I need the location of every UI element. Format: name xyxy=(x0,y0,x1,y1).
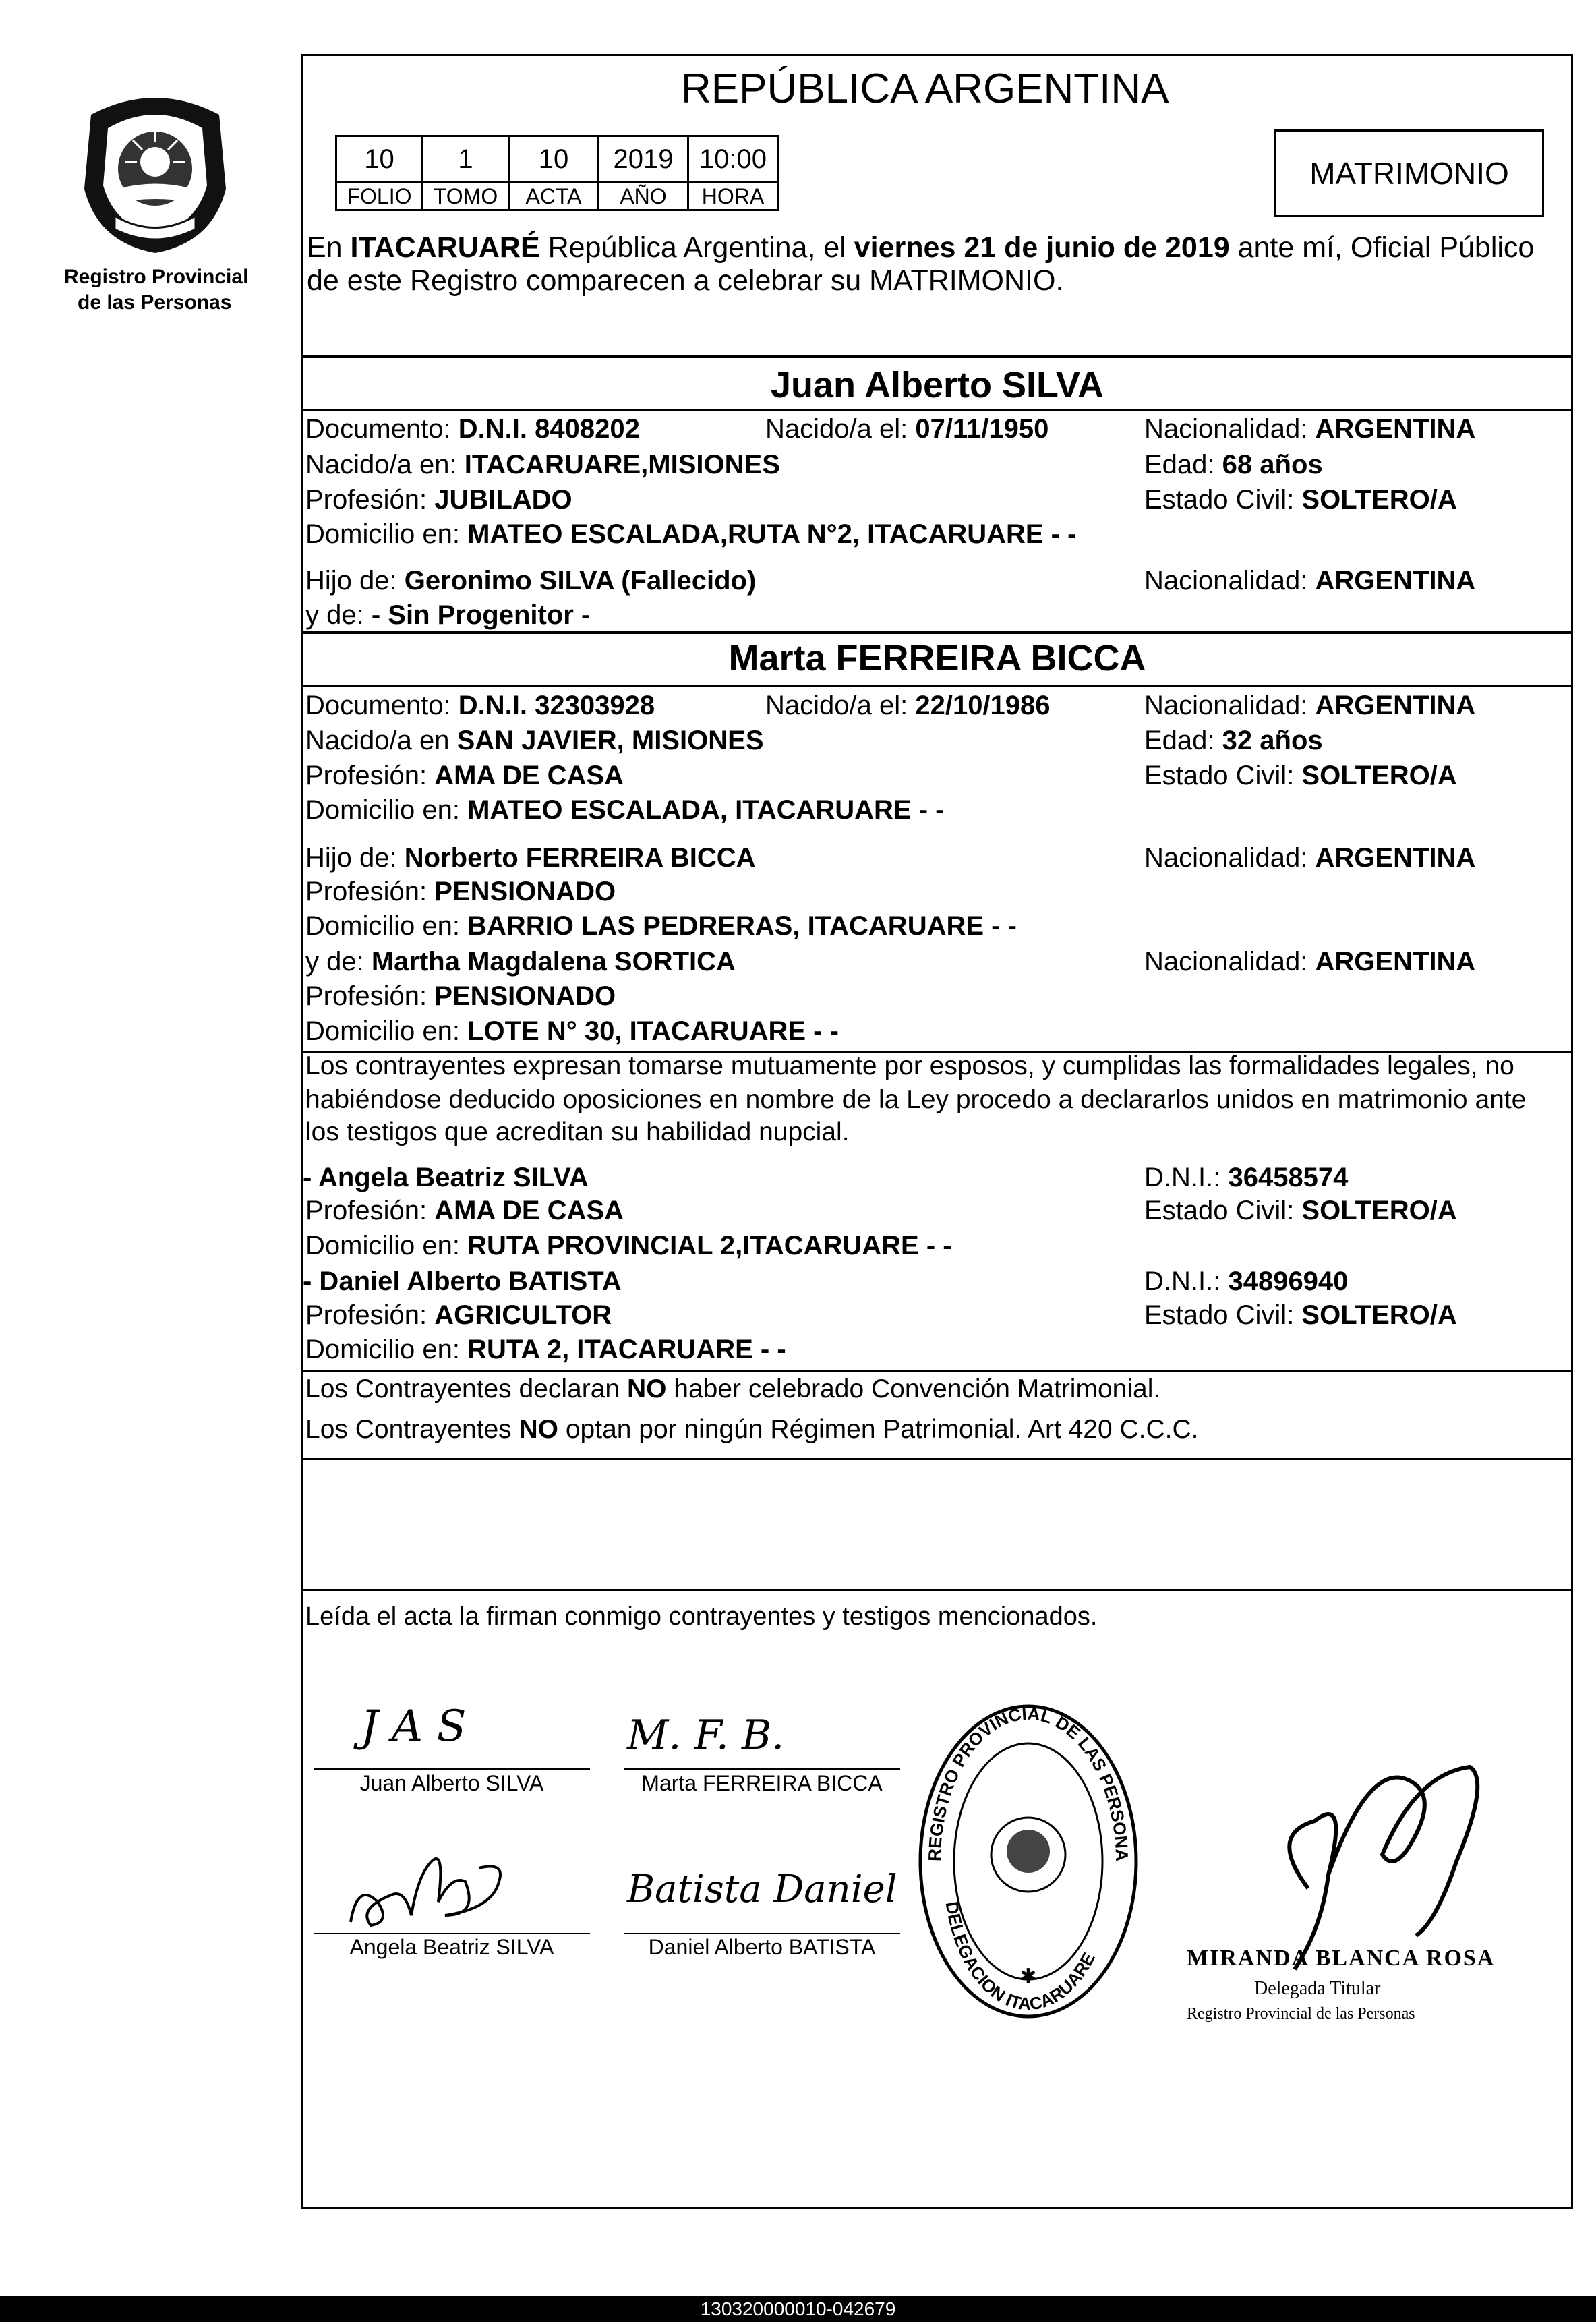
field-label: Estado Civil: xyxy=(1144,485,1302,515)
groom-born xyxy=(765,413,1048,445)
groom-father xyxy=(305,564,756,597)
logo-caption-line2: de las Personas xyxy=(78,291,232,314)
field-label: Profesión: xyxy=(305,1300,435,1330)
groom-doc-value: D.N.I. 8408202 xyxy=(458,414,640,444)
witness1-address-value: RUTA PROVINCIAL 2,ITACARUARE - - xyxy=(467,1231,952,1260)
groom-age xyxy=(1144,448,1323,481)
divider xyxy=(301,1589,1573,1591)
act-type-box xyxy=(1274,129,1544,217)
intro-line-1 xyxy=(307,231,1534,264)
field-label: Nacionalidad: xyxy=(1144,414,1316,444)
bride-father-prof-value: PENSIONADO xyxy=(434,877,616,906)
bride-father-nationality xyxy=(1144,842,1475,874)
field-label: Domicilio en: xyxy=(305,795,468,825)
bride-signature: M. F. B. xyxy=(627,1712,785,1759)
witness1-civil-value: SOLTERO/A xyxy=(1301,1196,1457,1225)
divider xyxy=(301,1370,1573,1372)
groom-father-value: Geronimo SILVA (Fallecido) xyxy=(404,566,757,596)
witness2-signature-label: Daniel Alberto BATISTA xyxy=(648,1935,876,1959)
bride-father-profession xyxy=(305,875,616,908)
groom-address xyxy=(305,518,1076,550)
bride-mother xyxy=(305,946,736,978)
groom-signature: J A S xyxy=(361,1702,467,1751)
bride-doc-value: D.N.I. 32303928 xyxy=(458,691,655,720)
groom-doc xyxy=(305,413,640,445)
intro-place: ITACARUARÉ xyxy=(350,231,540,264)
divider xyxy=(301,631,1573,634)
witness2-civil-value: SOLTERO/A xyxy=(1301,1300,1457,1330)
bride-mother-prof-value: PENSIONADO xyxy=(434,981,616,1011)
witness1-dni-value: 36458574 xyxy=(1228,1163,1349,1192)
field-label: Nacionalidad: xyxy=(1144,566,1316,596)
bride-father-address-value: BARRIO LAS PEDRERAS, ITACARUARE - - xyxy=(467,911,1017,941)
signature-line xyxy=(624,1933,900,1934)
bride-born xyxy=(765,689,1051,722)
officer-organization: Registro Provincial de las Personas xyxy=(1187,2005,1415,2023)
footer-bar xyxy=(0,2296,1596,2322)
witness1-civil-status xyxy=(1144,1194,1457,1227)
bride-father-address xyxy=(305,910,1017,942)
intro-text-b: República Argentina, el xyxy=(539,231,854,264)
bride-age-value: 32 años xyxy=(1222,726,1323,755)
bride-born-value: 22/10/1986 xyxy=(915,691,1051,720)
witness2-profession xyxy=(305,1299,612,1331)
acta-label: ACTA xyxy=(509,183,599,210)
groom-address-value: MATEO ESCALADA,RUTA N°2, ITACARUARE - - xyxy=(467,519,1077,549)
record-numbers-table xyxy=(335,135,779,211)
groom-birthplace xyxy=(305,448,780,481)
field-label: D.N.I.: xyxy=(1144,1267,1229,1296)
field-label: Estado Civil: xyxy=(1144,761,1302,790)
witness1-name: - Angela Beatriz SILVA xyxy=(303,1163,589,1192)
witness1-dni xyxy=(1144,1161,1348,1194)
field-label: Profesión: xyxy=(305,981,435,1011)
folio-value: 10 xyxy=(336,136,423,183)
logo-caption-line1: Registro Provincial xyxy=(64,266,249,288)
field-label: y de: xyxy=(305,947,372,977)
bride-nationality xyxy=(1144,689,1475,722)
bride-doc xyxy=(305,689,655,722)
ano-label: AÑO xyxy=(599,183,688,210)
intro-line-2: de este Registro comparecen a celebrar su MATRIMONIO. xyxy=(307,264,1064,297)
tomo-label: TOMO xyxy=(423,183,509,210)
regime-line-2 xyxy=(305,1414,1199,1446)
groom-name: Juan Alberto SILVA xyxy=(770,365,1104,405)
official-stamp xyxy=(914,1700,1143,2023)
divider xyxy=(301,685,1573,687)
field-label: Nacido/a en: xyxy=(305,450,465,480)
regime-text: Los Contrayentes xyxy=(305,1415,519,1444)
field-label: Domicilio en: xyxy=(305,519,468,549)
regime-no: NO xyxy=(626,1374,667,1403)
officer-title: Delegada Titular xyxy=(1254,1978,1381,1999)
witness2-address-value: RUTA 2, ITACARUARE - - xyxy=(467,1335,786,1364)
regime-no: NO xyxy=(519,1415,559,1444)
groom-birthplace-value: ITACARUARE,MISIONES xyxy=(464,450,780,480)
intro-date: viernes 21 de junio de 2019 xyxy=(854,231,1230,264)
handwritten-signature-icon xyxy=(344,1834,519,1936)
declaration-line-2: habiéndose deducido oposiciones en nombre de la Ley procedo a declararlos unidos en matrimonio ante xyxy=(305,1085,1527,1114)
officer-name: MIRANDA BLANCA ROSA xyxy=(1187,1946,1496,1971)
field-label: D.N.I.: xyxy=(1144,1163,1229,1192)
registry-logo xyxy=(78,88,233,256)
tomo-value: 1 xyxy=(423,136,509,183)
notes-area xyxy=(303,1460,1571,1588)
groom-father-nat-value: ARGENTINA xyxy=(1315,566,1476,596)
signature-line xyxy=(314,1768,590,1770)
bride-father-value: Norberto FERREIRA BICCA xyxy=(404,843,756,873)
bride-mother-address xyxy=(305,1015,839,1047)
bride-nat-value: ARGENTINA xyxy=(1315,691,1476,720)
field-label: Domicilio en: xyxy=(305,1016,468,1046)
regime-text: Los Contrayentes declaran xyxy=(305,1374,627,1403)
bride-age xyxy=(1144,724,1323,757)
field-label: Hijo de: xyxy=(305,843,405,873)
regime-text: optan por ningún Régimen Patrimonial. Art 420 C.C.C. xyxy=(558,1415,1199,1444)
bride-profession xyxy=(305,759,624,792)
groom-nat-value: ARGENTINA xyxy=(1315,414,1476,444)
field-label: Estado Civil: xyxy=(1144,1196,1302,1225)
bride-mother-address-value: LOTE N° 30, ITACARUARE - - xyxy=(467,1016,839,1046)
witness2-name: - Daniel Alberto BATISTA xyxy=(303,1267,622,1296)
divider xyxy=(301,409,1573,411)
acta-value: 10 xyxy=(509,136,599,183)
bride-civil-value: SOLTERO/A xyxy=(1301,761,1457,790)
signature-line xyxy=(314,1933,590,1934)
groom-signature-label: Juan Alberto SILVA xyxy=(359,1771,544,1795)
witness2-prof-value: AGRICULTOR xyxy=(434,1300,612,1330)
declaration-line-3: los testigos que acreditan su habilidad nupcial. xyxy=(305,1118,850,1147)
svg-text:DELEGACION ITACARUARE xyxy=(942,1900,1099,2014)
groom-mother-value: - Sin Progenitor - xyxy=(371,600,591,630)
closing-statement: Leída el acta la firman conmigo contrayentes y testigos mencionados. xyxy=(305,1602,1098,1631)
field-label: Profesión: xyxy=(305,485,435,515)
groom-age-value: 68 años xyxy=(1222,450,1323,480)
groom-father-nationality xyxy=(1144,564,1475,597)
divider xyxy=(301,355,1573,358)
bride-father-nat-value: ARGENTINA xyxy=(1315,843,1476,873)
groom-prof-value: JUBILADO xyxy=(434,485,572,515)
field-label: Nacido/a el: xyxy=(765,414,916,444)
witness2-signature: Batista Daniel xyxy=(627,1867,897,1911)
witness1-signature-label: Angela Beatriz SILVA xyxy=(349,1935,554,1959)
stamp-bottom-text: DELEGACION ITACARUARE xyxy=(941,1900,1099,2014)
field-label: Nacido/a el: xyxy=(765,691,916,720)
witness1-profession xyxy=(305,1194,624,1227)
field-label: Documento: xyxy=(305,414,459,444)
bride-mother-profession xyxy=(305,980,616,1012)
bride-address xyxy=(305,794,944,826)
bride-birthplace-value: SAN JAVIER, MISIONES xyxy=(456,726,764,755)
hora-value: 10:00 xyxy=(688,136,778,183)
field-label: Profesión: xyxy=(305,877,435,906)
witness1-signature xyxy=(344,1834,519,1936)
bride-address-value: MATEO ESCALADA, ITACARUARE - - xyxy=(467,795,945,825)
groom-profession xyxy=(305,484,572,516)
witness2-civil-status xyxy=(1144,1299,1457,1331)
intro-text-c: ante mí, Oficial Público xyxy=(1229,231,1535,264)
field-label: Profesión: xyxy=(305,1196,435,1225)
regime-line-1 xyxy=(305,1373,1160,1405)
signature-line xyxy=(624,1768,900,1770)
witness2-address xyxy=(305,1333,786,1366)
field-label: Hijo de: xyxy=(305,566,405,596)
bride-mother-value: Martha Magdalena SORTICA xyxy=(371,947,736,977)
bride-signature-label: Marta FERREIRA BICCA xyxy=(641,1771,883,1795)
field-label: Nacionalidad: xyxy=(1144,843,1316,873)
intro-text-a: En xyxy=(307,231,351,264)
bride-prof-value: AMA DE CASA xyxy=(434,761,624,790)
bride-name: Marta FERREIRA BICCA xyxy=(728,638,1146,678)
field-label: Nacido/a en xyxy=(305,726,457,755)
hora-label: HORA xyxy=(688,183,778,210)
witness1-prof-value: AMA DE CASA xyxy=(434,1196,624,1225)
document-barcode-number: 130320000010-042679 xyxy=(700,2298,896,2319)
bride-civil-status xyxy=(1144,759,1457,792)
field-label: Domicilio en: xyxy=(305,911,468,941)
stamp-top-text: REGISTRO PROVINCIAL DE LAS PERSONA xyxy=(924,1703,1133,1862)
field-label: Domicilio en: xyxy=(305,1335,468,1364)
bride-mother-nationality xyxy=(1144,946,1475,978)
field-label: Profesión: xyxy=(305,761,435,790)
groom-born-value: 07/11/1950 xyxy=(915,414,1049,444)
witness2-dni-value: 34896940 xyxy=(1228,1267,1349,1296)
groom-civil-value: SOLTERO/A xyxy=(1301,485,1457,515)
field-label: Edad: xyxy=(1144,726,1222,755)
page-title: REPÚBLICA ARGENTINA xyxy=(681,65,1169,112)
field-label: Documento: xyxy=(305,691,459,720)
groom-mother xyxy=(305,599,590,631)
field-label: Nacionalidad: xyxy=(1144,691,1316,720)
declaration-line-1: Los contrayentes expresan tomarse mutuamente por esposos, y cumplidas las formalidades legales, no xyxy=(305,1051,1514,1080)
bride-birthplace xyxy=(305,724,764,757)
bride-father xyxy=(305,842,756,874)
field-label: y de: xyxy=(305,600,372,630)
registry-stamp-icon xyxy=(914,1700,1143,2023)
field-label: Nacionalidad: xyxy=(1144,947,1316,977)
witness1-address xyxy=(305,1229,952,1262)
province-seal-icon xyxy=(78,88,233,256)
regime-text: haber celebrado Convención Matrimonial. xyxy=(666,1374,1161,1403)
bride-mother-nat-value: ARGENTINA xyxy=(1315,947,1476,977)
svg-text:✱: ✱ xyxy=(1019,1965,1037,1988)
act-type-label: MATRIMONIO xyxy=(1309,156,1509,191)
field-label: Edad: xyxy=(1144,450,1222,480)
witness2-dni xyxy=(1144,1265,1348,1298)
folio-label: FOLIO xyxy=(336,183,423,210)
groom-civil-status xyxy=(1144,484,1457,516)
field-label: Estado Civil: xyxy=(1144,1300,1302,1330)
ano-value: 2019 xyxy=(599,136,688,183)
field-label: Domicilio en: xyxy=(305,1231,468,1260)
groom-nationality xyxy=(1144,413,1475,445)
